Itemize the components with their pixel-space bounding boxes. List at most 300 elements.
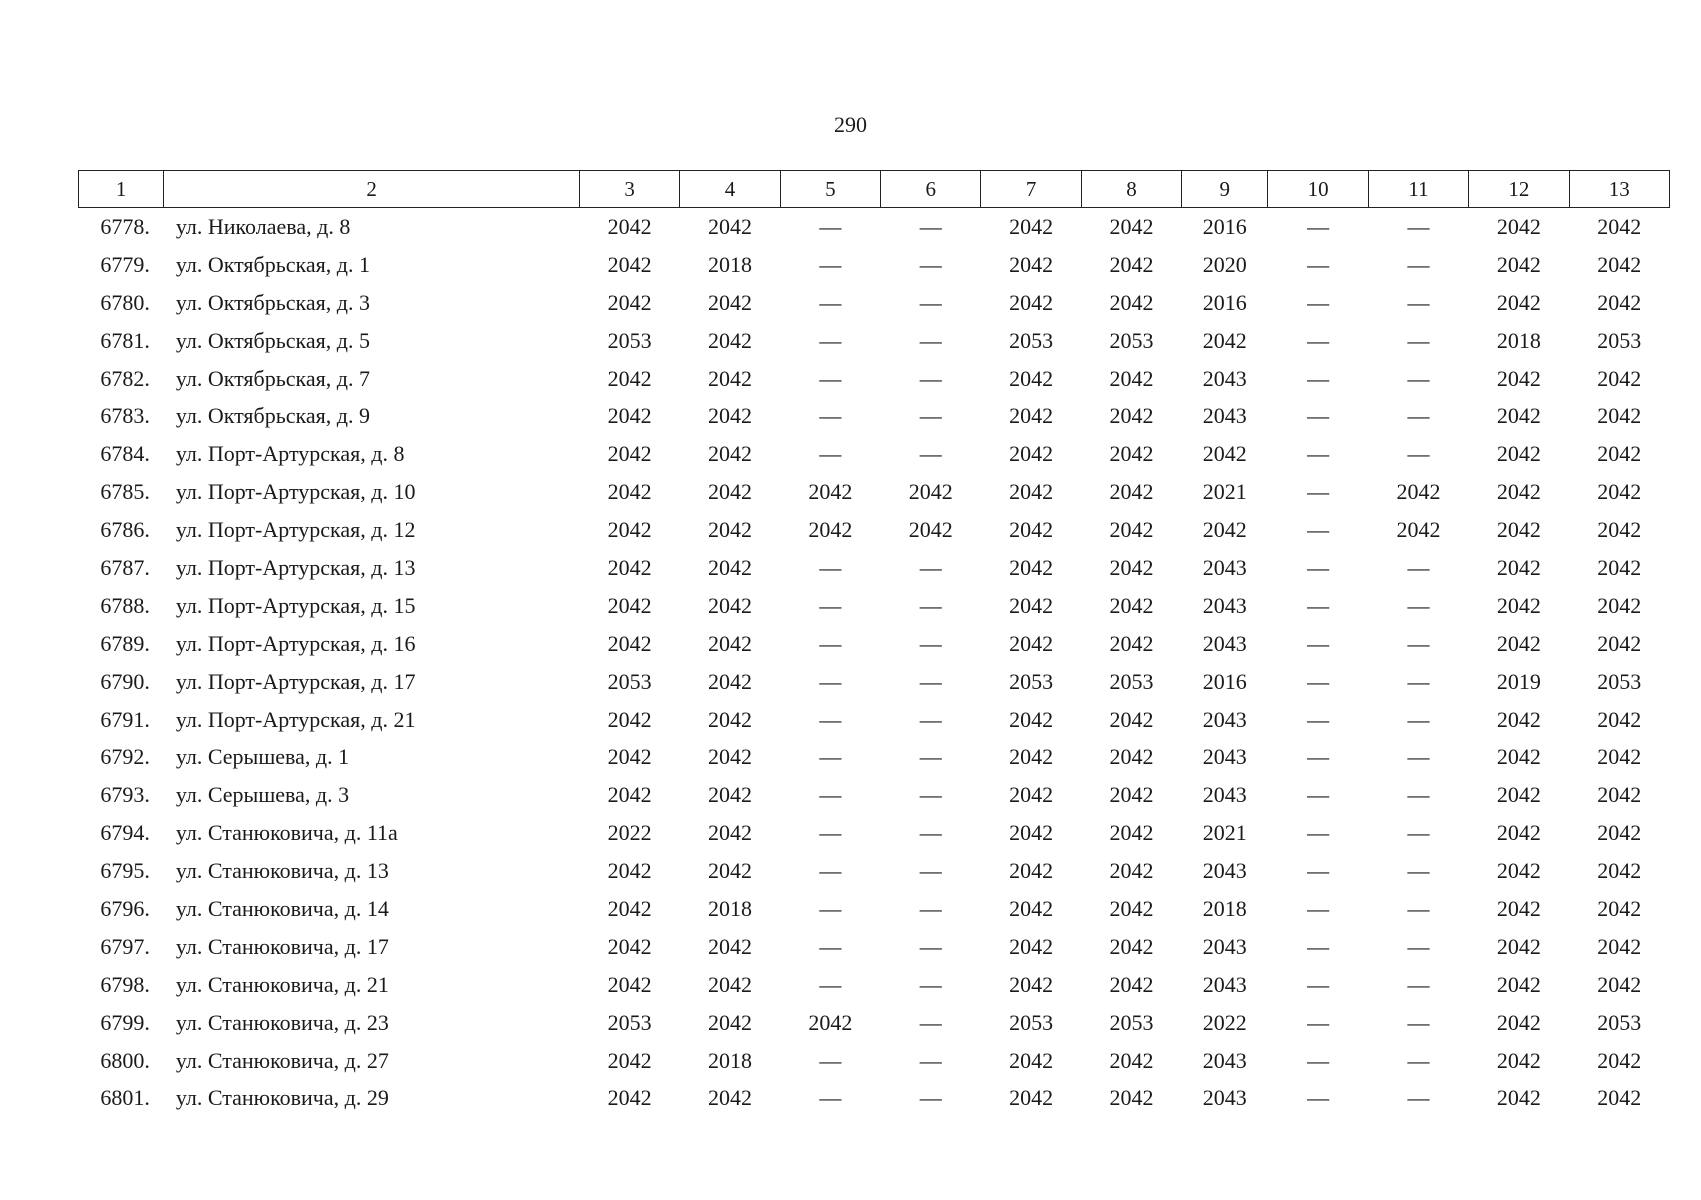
data-table	[78, 170, 1670, 1117]
year-cell: 2042	[1009, 971, 1054, 997]
year-cell: 2043	[1202, 630, 1247, 656]
table-row	[79, 625, 1670, 663]
year-cell: 2018	[707, 251, 752, 277]
year-cell: —	[1307, 630, 1330, 656]
year-cell: 2042	[1496, 441, 1541, 467]
year-cell: 2042	[1009, 592, 1054, 618]
year-cell: —	[1307, 971, 1330, 997]
year-cell: —	[1407, 1009, 1430, 1035]
year-cell: 2042	[707, 479, 752, 505]
year-cell: —	[1407, 403, 1430, 429]
year-cell: 2042	[1109, 517, 1154, 543]
table-header-row	[79, 171, 1670, 208]
year-cell: —	[919, 744, 942, 770]
year-cell: 2042	[1009, 403, 1054, 429]
year-cell: —	[1407, 782, 1430, 808]
row-number: 6796.	[100, 895, 150, 921]
year-cell: —	[1407, 289, 1430, 315]
year-cell: —	[919, 289, 942, 315]
year-cell: —	[1307, 289, 1330, 315]
year-cell: 2042	[1597, 630, 1642, 656]
year-cell: 2053	[1109, 1009, 1154, 1035]
year-cell: —	[919, 365, 942, 391]
year-cell: 2053	[1009, 668, 1054, 694]
year-cell: —	[819, 592, 842, 618]
year-cell: 2042	[1009, 1085, 1054, 1111]
year-cell: 2042	[607, 706, 652, 732]
year-cell: 2042	[1109, 895, 1154, 921]
address-cell: ул. Октябрьская, д. 1	[175, 251, 370, 277]
year-cell: 2042	[1009, 365, 1054, 391]
year-cell: —	[819, 213, 842, 239]
year-cell: 2042	[1009, 820, 1054, 846]
column-header-5: 5	[780, 171, 880, 208]
year-cell: 2042	[1009, 782, 1054, 808]
year-cell: 2042	[1009, 251, 1054, 277]
year-cell: 2053	[607, 1009, 652, 1035]
year-cell: —	[1307, 1085, 1330, 1111]
year-cell: 2042	[1496, 895, 1541, 921]
address-cell: ул. Октябрьская, д. 3	[175, 289, 370, 315]
address-cell: ул. Октябрьская, д. 7	[175, 365, 370, 391]
year-cell: 2042	[1597, 289, 1642, 315]
year-cell: 2042	[1597, 820, 1642, 846]
column-header-12: 12	[1469, 171, 1569, 208]
year-cell: —	[1407, 327, 1430, 353]
year-cell: —	[919, 971, 942, 997]
year-cell: 2018	[707, 1047, 752, 1073]
year-cell: —	[1407, 1085, 1430, 1111]
year-cell: 2022	[607, 820, 652, 846]
year-cell: 2042	[1009, 213, 1054, 239]
year-cell: 2042	[707, 820, 752, 846]
year-cell: 2018	[1496, 327, 1541, 353]
year-cell: 2042	[1109, 289, 1154, 315]
year-cell: 2042	[1109, 1085, 1154, 1111]
year-cell: —	[919, 327, 942, 353]
year-cell: 2053	[1109, 668, 1154, 694]
year-cell: 2016	[1202, 668, 1247, 694]
table-row	[79, 473, 1670, 511]
year-cell: 2042	[1009, 630, 1054, 656]
year-cell: 2042	[1109, 592, 1154, 618]
year-cell: 2042	[1009, 289, 1054, 315]
year-cell: —	[1307, 592, 1330, 618]
year-cell: 2043	[1202, 706, 1247, 732]
column-header-6: 6	[881, 171, 981, 208]
year-cell: —	[1407, 933, 1430, 959]
year-cell: —	[1307, 213, 1330, 239]
year-cell: 2042	[1009, 441, 1054, 467]
year-cell: 2053	[1597, 1009, 1642, 1035]
address-cell: ул. Серышева, д. 1	[175, 744, 350, 770]
year-cell: 2042	[1109, 554, 1154, 580]
year-cell: —	[1407, 630, 1430, 656]
row-number: 6782.	[100, 365, 150, 391]
year-cell: —	[1307, 744, 1330, 770]
year-cell: 2042	[707, 517, 752, 543]
year-cell: 2042	[1597, 858, 1642, 884]
year-cell: 2043	[1202, 971, 1247, 997]
address-cell: ул. Станюковича, д. 13	[175, 858, 389, 884]
table-row	[79, 1042, 1670, 1080]
row-number: 6798.	[100, 971, 150, 997]
row-number: 6784.	[100, 441, 150, 467]
table-row	[79, 511, 1670, 549]
year-cell: 2042	[1109, 479, 1154, 505]
row-number: 6781.	[100, 327, 150, 353]
year-cell: 2042	[607, 592, 652, 618]
year-cell: —	[919, 1085, 942, 1111]
year-cell: —	[1307, 1047, 1330, 1073]
year-cell: —	[919, 668, 942, 694]
year-cell: —	[1307, 403, 1330, 429]
year-cell: 2042	[808, 479, 853, 505]
year-cell: 2042	[1496, 479, 1541, 505]
year-cell: 2042	[1496, 213, 1541, 239]
year-cell: 2042	[607, 517, 652, 543]
year-cell: 2042	[707, 365, 752, 391]
year-cell: —	[819, 554, 842, 580]
year-cell: —	[919, 213, 942, 239]
year-cell: —	[1407, 971, 1430, 997]
row-number: 6799.	[100, 1009, 150, 1035]
year-cell: 2042	[1597, 441, 1642, 467]
row-number: 6791.	[100, 706, 150, 732]
year-cell: 2020	[1202, 251, 1247, 277]
year-cell: 2042	[1009, 858, 1054, 884]
address-cell: ул. Порт-Артурская, д. 21	[175, 706, 416, 732]
table-row	[79, 284, 1670, 322]
year-cell: 2042	[1496, 630, 1541, 656]
year-cell: 2042	[707, 213, 752, 239]
year-cell: 2042	[1109, 933, 1154, 959]
year-cell: —	[1407, 251, 1430, 277]
year-cell: 2042	[1597, 554, 1642, 580]
year-cell: —	[1307, 517, 1330, 543]
year-cell: —	[819, 1085, 842, 1111]
year-cell: —	[919, 554, 942, 580]
year-cell: —	[1407, 820, 1430, 846]
year-cell: 2042	[1597, 213, 1642, 239]
year-cell: 2042	[1597, 744, 1642, 770]
year-cell: —	[819, 858, 842, 884]
year-cell: 2042	[1496, 251, 1541, 277]
address-cell: ул. Станюковича, д. 27	[175, 1047, 389, 1073]
year-cell: —	[1407, 858, 1430, 884]
year-cell: —	[819, 289, 842, 315]
year-cell: 2018	[1202, 895, 1247, 921]
year-cell: —	[819, 403, 842, 429]
table-row	[79, 776, 1670, 814]
address-cell: ул. Порт-Артурская, д. 12	[175, 517, 416, 543]
year-cell: —	[819, 630, 842, 656]
year-cell: 2021	[1202, 820, 1247, 846]
year-cell: —	[1407, 554, 1430, 580]
year-cell: 2043	[1202, 1085, 1247, 1111]
table-row	[79, 701, 1670, 739]
year-cell: 2043	[1202, 933, 1247, 959]
year-cell: 2053	[1009, 327, 1054, 353]
row-number: 6785.	[100, 479, 150, 505]
table-row	[79, 360, 1670, 398]
row-number: 6790.	[100, 668, 150, 694]
year-cell: 2042	[1597, 403, 1642, 429]
row-number: 6800.	[100, 1047, 150, 1073]
year-cell: —	[819, 971, 842, 997]
year-cell: 2042	[1109, 782, 1154, 808]
year-cell: 2043	[1202, 1047, 1247, 1073]
year-cell: 2042	[1109, 744, 1154, 770]
year-cell: 2042	[707, 933, 752, 959]
year-cell: —	[819, 365, 842, 391]
year-cell: 2042	[1496, 933, 1541, 959]
year-cell: —	[1407, 668, 1430, 694]
year-cell: 2042	[707, 744, 752, 770]
year-cell: 2042	[707, 630, 752, 656]
year-cell: 2042	[1597, 971, 1642, 997]
table-row	[79, 208, 1670, 246]
column-header-4: 4	[680, 171, 780, 208]
address-cell: ул. Станюковича, д. 29	[175, 1085, 389, 1111]
year-cell: 2042	[1597, 251, 1642, 277]
year-cell: 2042	[607, 933, 652, 959]
year-cell: 2021	[1202, 479, 1247, 505]
year-cell: 2042	[607, 479, 652, 505]
row-number: 6793.	[100, 782, 150, 808]
year-cell: 2042	[1109, 403, 1154, 429]
row-number: 6779.	[100, 251, 150, 277]
year-cell: —	[819, 1047, 842, 1073]
year-cell: 2053	[1597, 668, 1642, 694]
year-cell: —	[919, 630, 942, 656]
year-cell: —	[919, 441, 942, 467]
year-cell: 2042	[1109, 858, 1154, 884]
year-cell: 2042	[607, 554, 652, 580]
year-cell: 2042	[1009, 517, 1054, 543]
year-cell: 2042	[707, 1085, 752, 1111]
year-cell: 2042	[707, 668, 752, 694]
year-cell: —	[1407, 1047, 1430, 1073]
year-cell: —	[919, 1047, 942, 1073]
year-cell: —	[1307, 933, 1330, 959]
year-cell: 2042	[1109, 441, 1154, 467]
column-header-9: 9	[1182, 171, 1268, 208]
year-cell: —	[1307, 858, 1330, 884]
table-row	[79, 587, 1670, 625]
table-row	[79, 397, 1670, 435]
year-cell: 2053	[607, 668, 652, 694]
table-row	[79, 1004, 1670, 1042]
year-cell: 2042	[1496, 1009, 1541, 1035]
row-number: 6780.	[100, 289, 150, 315]
year-cell: —	[1407, 744, 1430, 770]
table-row	[79, 246, 1670, 284]
year-cell: 2042	[1597, 365, 1642, 391]
year-cell: —	[1307, 706, 1330, 732]
year-cell: —	[819, 706, 842, 732]
year-cell: 2043	[1202, 554, 1247, 580]
year-cell: 2042	[607, 744, 652, 770]
year-cell: 2042	[1496, 1085, 1541, 1111]
address-cell: ул. Порт-Артурская, д. 8	[175, 441, 405, 467]
row-number: 6778.	[100, 213, 150, 239]
year-cell: —	[819, 441, 842, 467]
address-cell: ул. Порт-Артурская, д. 16	[175, 630, 416, 656]
column-header-11: 11	[1368, 171, 1468, 208]
row-number: 6795.	[100, 858, 150, 884]
year-cell: —	[919, 251, 942, 277]
year-cell: 2042	[1496, 1047, 1541, 1073]
year-cell: 2042	[908, 479, 953, 505]
address-cell: ул. Станюковича, д. 11а	[175, 820, 398, 846]
year-cell: 2053	[1109, 327, 1154, 353]
row-number: 6787.	[100, 554, 150, 580]
year-cell: —	[1307, 441, 1330, 467]
column-header-2: 2	[164, 171, 580, 208]
year-cell: 2042	[707, 858, 752, 884]
year-cell: 2042	[1009, 895, 1054, 921]
year-cell: —	[919, 933, 942, 959]
year-cell: —	[819, 744, 842, 770]
row-number: 6797.	[100, 933, 150, 959]
year-cell: 2042	[707, 441, 752, 467]
row-number: 6792.	[100, 744, 150, 770]
year-cell: 2042	[808, 1009, 853, 1035]
row-number: 6789.	[100, 630, 150, 656]
year-cell: 2042	[607, 403, 652, 429]
year-cell: 2042	[607, 782, 652, 808]
address-cell: ул. Станюковича, д. 21	[175, 971, 389, 997]
year-cell: 2022	[1202, 1009, 1247, 1035]
table-row	[79, 928, 1670, 966]
year-cell: 2042	[707, 289, 752, 315]
year-cell: —	[1307, 251, 1330, 277]
year-cell: 2042	[1009, 479, 1054, 505]
table-row	[79, 435, 1670, 473]
year-cell: —	[1307, 668, 1330, 694]
year-cell: 2016	[1202, 213, 1247, 239]
year-cell: 2043	[1202, 744, 1247, 770]
year-cell: —	[919, 895, 942, 921]
year-cell: —	[819, 251, 842, 277]
year-cell: 2043	[1202, 365, 1247, 391]
year-cell: 2042	[1396, 479, 1441, 505]
year-cell: 2042	[607, 971, 652, 997]
year-cell: —	[1307, 554, 1330, 580]
address-cell: ул. Порт-Артурская, д. 17	[175, 668, 416, 694]
table-row	[79, 814, 1670, 852]
table-row	[79, 966, 1670, 1004]
year-cell: 2042	[1109, 630, 1154, 656]
year-cell: 2042	[1009, 1047, 1054, 1073]
year-cell: 2042	[607, 1047, 652, 1073]
year-cell: —	[919, 403, 942, 429]
row-number: 6801.	[100, 1085, 150, 1111]
year-cell: —	[1407, 365, 1430, 391]
year-cell: 2042	[1496, 403, 1541, 429]
year-cell: 2042	[1496, 289, 1541, 315]
row-number: 6794.	[100, 820, 150, 846]
year-cell: 2053	[1597, 327, 1642, 353]
year-cell: —	[1307, 820, 1330, 846]
year-cell: 2042	[1496, 971, 1541, 997]
year-cell: 2042	[1009, 933, 1054, 959]
year-cell: 2042	[707, 1009, 752, 1035]
table-row	[79, 549, 1670, 587]
year-cell: —	[819, 668, 842, 694]
year-cell: —	[919, 820, 942, 846]
year-cell: 2042	[1597, 1047, 1642, 1073]
year-cell: —	[1307, 1009, 1330, 1035]
year-cell: 2042	[1009, 706, 1054, 732]
year-cell: 2042	[707, 403, 752, 429]
year-cell: —	[819, 933, 842, 959]
address-cell: ул. Октябрьская, д. 5	[175, 327, 370, 353]
year-cell: 2042	[1109, 1047, 1154, 1073]
year-cell: 2042	[1496, 744, 1541, 770]
year-cell: —	[819, 895, 842, 921]
year-cell: —	[1307, 327, 1330, 353]
year-cell: 2042	[1496, 858, 1541, 884]
row-number: 6788.	[100, 592, 150, 618]
year-cell: 2042	[607, 1085, 652, 1111]
year-cell: —	[1407, 592, 1430, 618]
year-cell: 2042	[1496, 592, 1541, 618]
table-row	[79, 852, 1670, 890]
year-cell: 2042	[1202, 441, 1247, 467]
year-cell: 2042	[1597, 895, 1642, 921]
year-cell: —	[1307, 365, 1330, 391]
page-number: 290	[834, 112, 867, 137]
year-cell: 2042	[1109, 213, 1154, 239]
year-cell: 2043	[1202, 782, 1247, 808]
year-cell: 2042	[1396, 517, 1441, 543]
year-cell: 2042	[1202, 327, 1247, 353]
year-cell: 2042	[1109, 251, 1154, 277]
address-cell: ул. Серышева, д. 3	[175, 782, 350, 808]
row-number: 6786.	[100, 517, 150, 543]
address-cell: ул. Николаева, д. 8	[175, 213, 351, 239]
year-cell: —	[1407, 895, 1430, 921]
year-cell: 2042	[1597, 517, 1642, 543]
year-cell: 2053	[607, 327, 652, 353]
year-cell: —	[919, 706, 942, 732]
year-cell: —	[919, 782, 942, 808]
year-cell: 2042	[607, 251, 652, 277]
year-cell: 2042	[707, 782, 752, 808]
year-cell: 2043	[1202, 403, 1247, 429]
year-cell: 2042	[1597, 1085, 1642, 1111]
year-cell: —	[919, 858, 942, 884]
year-cell: 2042	[1597, 479, 1642, 505]
year-cell: 2042	[1496, 365, 1541, 391]
address-cell: ул. Станюковича, д. 23	[175, 1009, 389, 1035]
year-cell: —	[1307, 895, 1330, 921]
address-cell: ул. Станюковича, д. 17	[175, 933, 389, 959]
year-cell: —	[819, 782, 842, 808]
year-cell: 2042	[1009, 744, 1054, 770]
address-cell: ул. Октябрьская, д. 9	[175, 403, 370, 429]
year-cell: 2042	[707, 554, 752, 580]
address-cell: ул. Порт-Артурская, д. 10	[175, 479, 416, 505]
year-cell: 2042	[1109, 820, 1154, 846]
year-cell: 2018	[707, 895, 752, 921]
year-cell: 2016	[1202, 289, 1247, 315]
year-cell: 2042	[607, 630, 652, 656]
year-cell: —	[1307, 479, 1330, 505]
year-cell: —	[919, 592, 942, 618]
